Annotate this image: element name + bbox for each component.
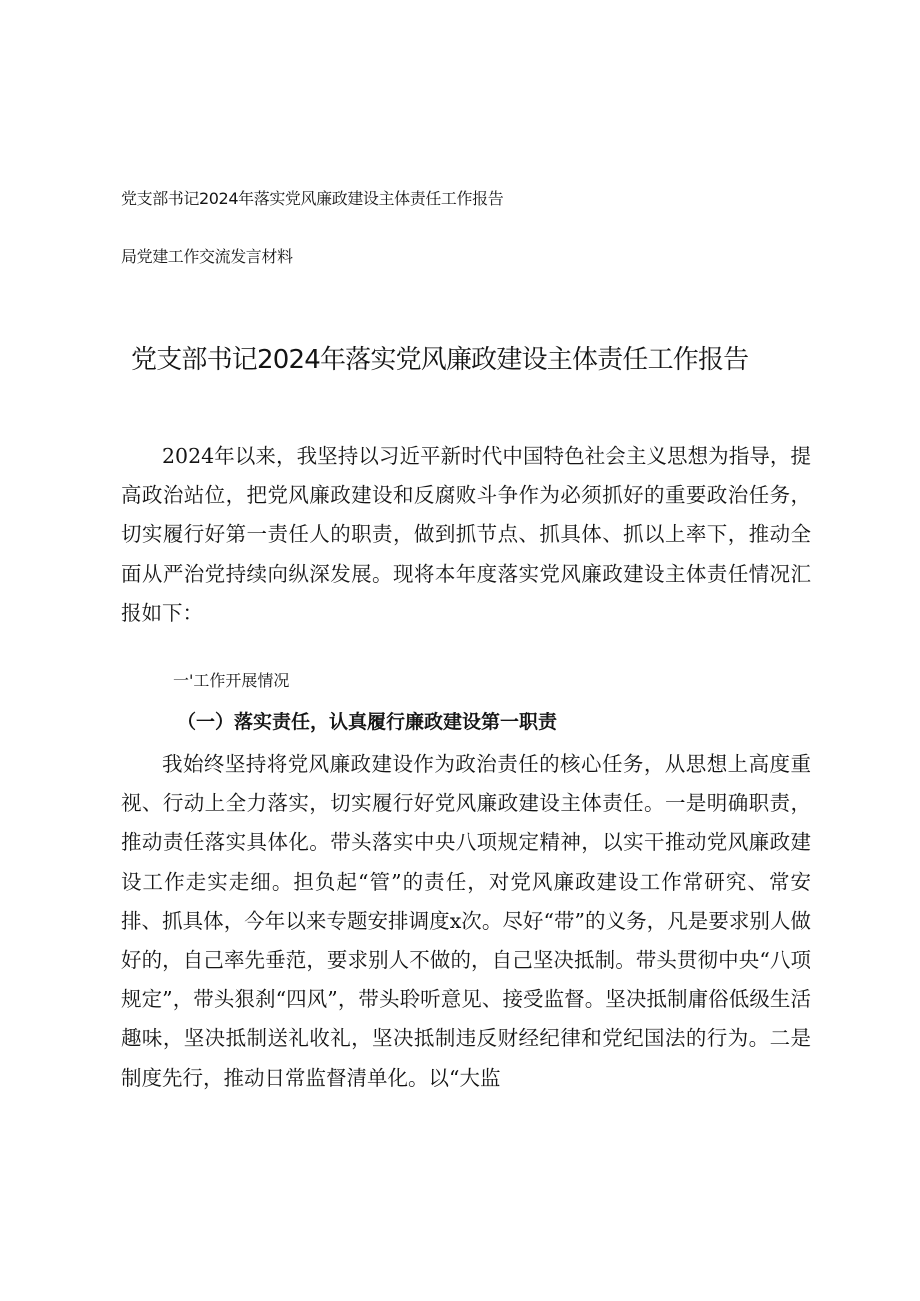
main-title: 党支部书记2024年落实党风廉政建设主体责任工作报告 <box>131 345 749 375</box>
subsection-heading: （一）落实责任，认真履行廉政建设第一职责 <box>177 711 558 733</box>
header-subtitle: 局党建工作交流发言材料 <box>121 247 293 266</box>
intro-paragraph: 2024年以来，我坚持以习近平新时代中国特色社会主义思想为指导，提高政治站位，把党风廉政建设和反腐败斗争作为必须抓好的重要政治任务，切实履行好第一责任人的职责，做到抓节点、抓具体、抓以上率下，推动全面从严治党持续向纵深发展。现将本年度落实党风廉政建设主体责任情况汇报如下： <box>121 444 811 625</box>
header-title: 党支部书记2024年落实党风廉政建设主体责任工作报告 <box>121 189 504 208</box>
section-heading: 一'工作开展情况 <box>173 671 290 690</box>
body-paragraph: 我始终坚持将党风廉政建设作为政治责任的核心任务，从思想上高度重视、行动上全力落实，切实履行好党风廉政建设主体责任。一是明确职责，推动责任落实具体化。带头落实中央八项规定精神，以实干推动党风廉政建设工作走实走细。担负起“管”的责任，对党风廉政建设工作常研究、常安排、抓具体，今年以来专题安排调度x次。尽好“带”的义务，凡是要求别人做好的，自己率先垂范，要求别人不做的，自己坚决抵制。带头贯彻中央“八项规定”，带头狠刹“四风”，带头聆听意见、接受监督。坚决抵制庸俗低级生活趣味，坚决抵制送礼收礼，坚决抵制违反财经纪律和党纪国法的行为。二是制度先行，推动日常监督清单化。以“大监 <box>121 752 811 1090</box>
